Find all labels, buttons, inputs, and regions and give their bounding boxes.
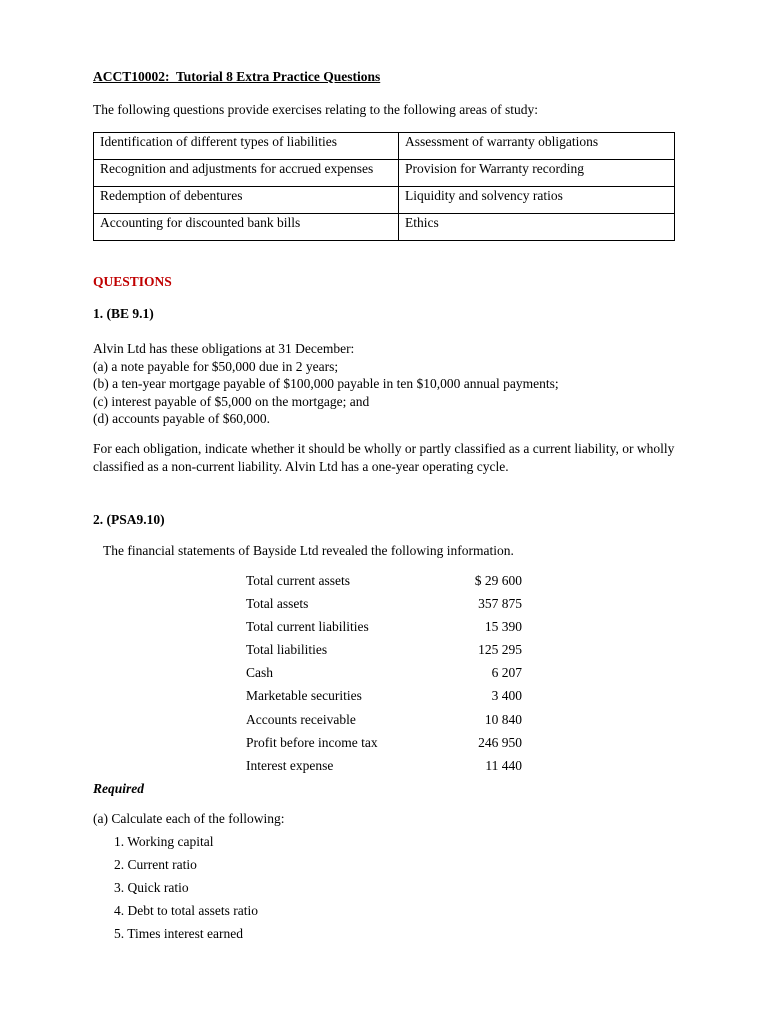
question-2-intro: The financial statements of Bayside Ltd revealed the following information. xyxy=(103,543,514,558)
list-item: 1. Working capital xyxy=(114,834,214,849)
table-row xyxy=(246,757,522,780)
obligation-line: (c) interest payable of $5,000 on the mortgage; and xyxy=(93,393,370,409)
item-label: Total current liabilities xyxy=(246,619,369,635)
table-row xyxy=(246,618,522,641)
topic-cell: Identification of different types of liabilities xyxy=(94,133,399,160)
topic-cell: Ethics xyxy=(399,214,675,241)
topic-cell: Accounting for discounted bank bills xyxy=(94,214,399,241)
table-row xyxy=(94,214,675,241)
topic-cell: Provision for Warranty recording xyxy=(399,160,675,187)
item-label: Interest expense xyxy=(246,757,334,773)
topic-cell: Liquidity and solvency ratios xyxy=(399,187,675,214)
table-row xyxy=(246,687,522,710)
list-item: 5. Times interest earned xyxy=(114,926,243,942)
list-item: 2. Current ratio xyxy=(114,857,197,873)
table-row xyxy=(246,641,522,664)
item-label: Total assets xyxy=(246,596,309,612)
item-value: 15 390 xyxy=(484,619,522,635)
item-value: 6 207 xyxy=(491,665,522,681)
question-2-heading: 2. (PSA9.10) xyxy=(93,512,165,527)
obligation-line: (d) accounts payable of $60,000. xyxy=(93,411,270,427)
item-value: 3 400 xyxy=(491,688,522,704)
question-1-heading: 1. (BE 9.1) xyxy=(93,306,154,321)
table-row xyxy=(94,160,675,187)
topics-table xyxy=(93,132,675,241)
item-value: $ 29 600 xyxy=(474,573,522,588)
table-row xyxy=(246,664,522,687)
topic-cell: Recognition and adjustments for accrued expenses xyxy=(94,160,399,187)
required-label: Required xyxy=(93,781,145,796)
item-value: 357 875 xyxy=(478,596,522,612)
topic-cell: Redemption of debentures xyxy=(94,187,399,214)
ratio-list xyxy=(114,833,258,948)
item-value: 246 950 xyxy=(478,734,522,750)
item-label: Cash xyxy=(246,665,273,681)
question-1-instruction: For each obligation, indicate whether it should be wholly or partly classified as a current liability, or wholly classified as a non-current liability. Alvin Ltd has a one-year operating cycle. xyxy=(93,441,675,474)
list-item: 4. Debt to total assets ratio xyxy=(114,903,258,919)
item-label: Accounts receivable xyxy=(246,711,356,727)
topic-cell: Assessment of warranty obligations xyxy=(399,133,675,160)
table-row xyxy=(94,133,675,160)
table-row xyxy=(94,187,675,214)
intro-text: The following questions provide exercises relating to the following areas of study: xyxy=(93,102,539,117)
item-value: 11 440 xyxy=(485,757,522,773)
questions-heading: QUESTIONS xyxy=(93,274,172,289)
obligation-line: Alvin Ltd has these obligations at 31 December: xyxy=(93,341,355,356)
item-label: Total liabilities xyxy=(246,642,328,658)
table-row xyxy=(246,734,522,757)
question-1-obligations xyxy=(93,340,559,428)
item-value: 125 295 xyxy=(478,642,522,658)
list-item: 3. Quick ratio xyxy=(114,880,189,896)
item-label: Profit before income tax xyxy=(246,734,378,750)
item-value: 10 840 xyxy=(484,711,522,727)
obligation-line: (b) a ten-year mortgage payable of $100,000 payable in ten $10,000 annual payments; xyxy=(93,376,559,392)
document-title: ACCT10002: Tutorial 8 Extra Practice Questions xyxy=(93,69,381,84)
table-row xyxy=(246,595,522,618)
financial-info-table xyxy=(246,572,522,780)
table-row xyxy=(246,711,522,734)
item-label: Marketable securities xyxy=(246,688,362,704)
obligation-line: (a) a note payable for $50,000 due in 2 years; xyxy=(93,358,339,374)
part-a-instruction: (a) Calculate each of the following: xyxy=(93,811,285,826)
item-label: Total current assets xyxy=(246,573,351,588)
table-row xyxy=(246,572,522,595)
